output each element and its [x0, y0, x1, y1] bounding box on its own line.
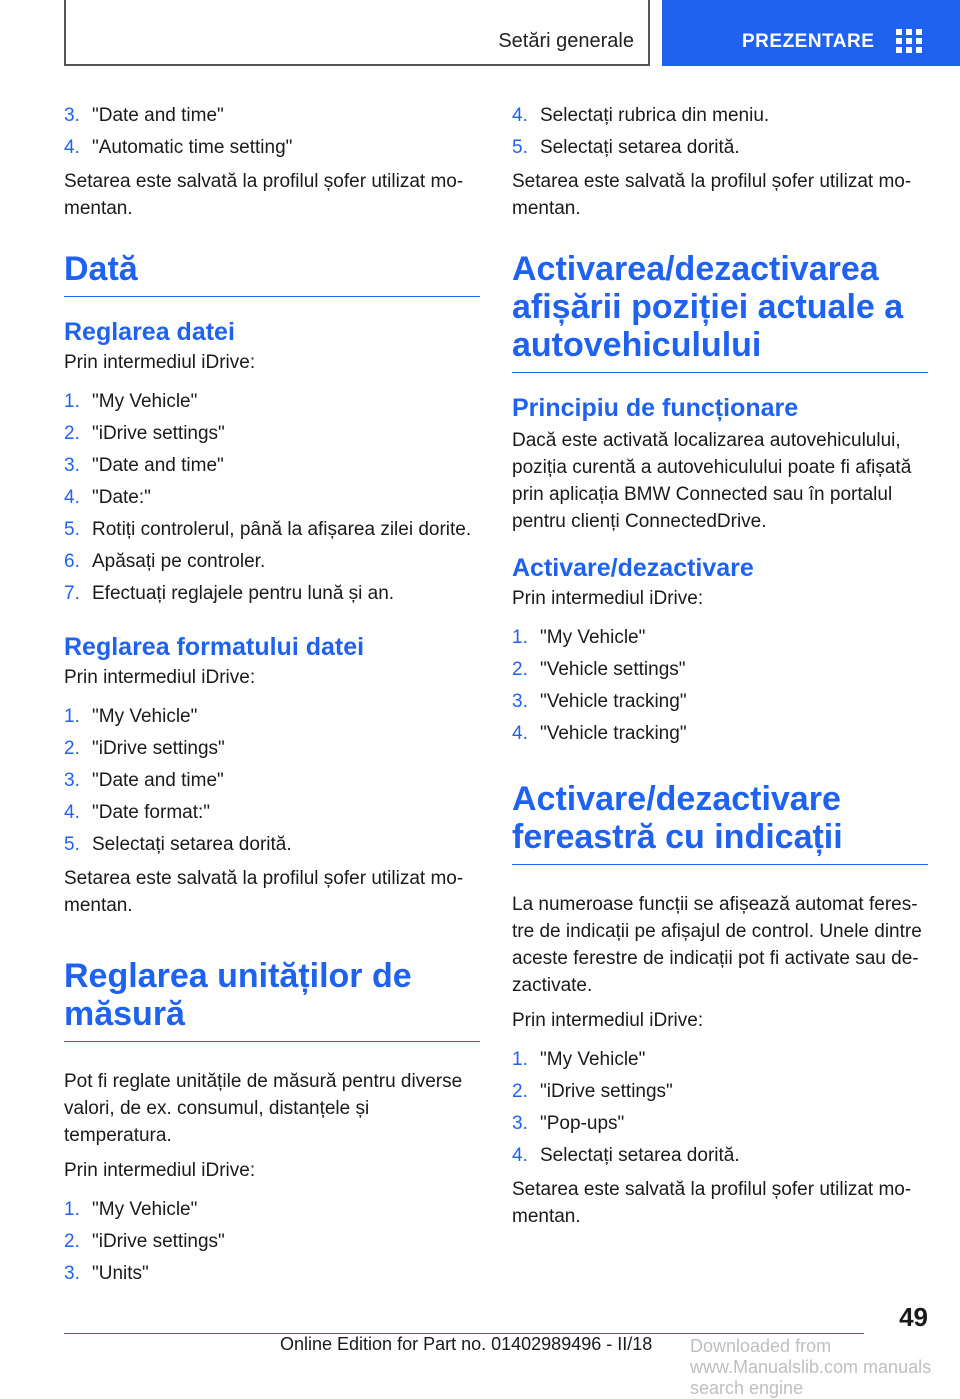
- popup-description: La numeroase funcții se afișează automat feres-tre de indicații pe afișajul de control. Unele dintre aceste ferestre de indicații pot fi activate sau de-zactivate.: [512, 894, 922, 996]
- step-text: "Date and time": [92, 455, 224, 476]
- step-number: 2.: [64, 738, 80, 759]
- step-number: 3.: [64, 455, 80, 476]
- list-item: [64, 733, 480, 765]
- step-text: Rotiți controlerul, până la afișarea zilei dorite.: [92, 519, 472, 540]
- step-number: 5.: [64, 519, 80, 540]
- heading-principle: Principiu de funcționare: [512, 394, 799, 422]
- list-item: [512, 718, 928, 750]
- heading-date-format: Reglarea formatului datei: [64, 633, 365, 661]
- principle-description: Dacă este activată localizarea autovehiculului, poziția curentă a autovehiculului poate fi afișată prin aplicația BMW Connected sau în portalul pentru clienți ConnectedDrive.: [512, 430, 912, 532]
- step-list-top: [64, 100, 480, 164]
- list-item: [64, 482, 480, 514]
- step-number: 6.: [64, 551, 80, 572]
- list-item: [512, 654, 928, 686]
- heading-units: Reglarea unităților de măsură: [64, 957, 480, 1042]
- step-number: 4.: [512, 723, 528, 744]
- step-text: "iDrive settings": [92, 423, 225, 444]
- intro-text: Prin intermediul iDrive:: [64, 667, 256, 688]
- list-item: [64, 546, 480, 578]
- step-number: 2.: [512, 1081, 528, 1102]
- step-text: "Vehicle tracking": [540, 723, 687, 744]
- step-text: "My Vehicle": [540, 1049, 646, 1070]
- step-list-format: [64, 701, 480, 861]
- step-number: 7.: [64, 583, 80, 604]
- step-text: "My Vehicle": [92, 706, 198, 727]
- step-number: 4.: [64, 137, 80, 158]
- step-text: "Vehicle settings": [540, 659, 686, 680]
- step-number: 4.: [512, 1145, 528, 1166]
- step-number: 2.: [64, 423, 80, 444]
- right-column: [512, 100, 928, 1238]
- step-text: "Pop-ups": [540, 1113, 625, 1134]
- step-text: "Vehicle tracking": [540, 691, 687, 712]
- step-number: 5.: [512, 137, 528, 158]
- list-item: [64, 829, 480, 861]
- heading-date: Dată: [64, 250, 480, 297]
- step-number: 4.: [64, 802, 80, 823]
- intro-text: Prin intermediul iDrive:: [512, 1010, 704, 1031]
- list-item: [64, 1226, 480, 1258]
- units-description: Pot fi reglate unitățile de măsură pentru diverse valori, de ex. consumul, distanțele și temperatura.: [64, 1071, 463, 1146]
- list-item: [512, 1108, 928, 1140]
- list-item: [512, 686, 928, 718]
- section-tab: [64, 0, 650, 66]
- intro-text: Prin intermediul iDrive:: [64, 352, 256, 373]
- list-item: [512, 1076, 928, 1108]
- step-text: Selectați setarea dorită.: [92, 834, 292, 855]
- intro-text: Prin intermediul iDrive:: [512, 588, 704, 609]
- step-number: 1.: [64, 706, 80, 727]
- step-text: "My Vehicle": [92, 1199, 198, 1220]
- saved-note: Setarea este salvată la profilul șofer utilizat mo-mentan.: [64, 171, 464, 219]
- step-text: "My Vehicle": [540, 627, 646, 648]
- step-text: "Date and time": [92, 105, 224, 126]
- step-number: 3.: [64, 1263, 80, 1284]
- list-item: [512, 100, 928, 132]
- saved-note: Setarea este salvată la profilul șofer utilizat mo-mentan.: [512, 171, 912, 219]
- step-number: 3.: [64, 770, 80, 791]
- step-text: "iDrive settings": [92, 738, 225, 759]
- step-text: "iDrive settings": [92, 1231, 225, 1252]
- heading-set-date: Reglarea datei: [64, 318, 235, 346]
- step-text: "Automatic time setting": [92, 137, 293, 158]
- step-list-popups: [512, 1044, 928, 1172]
- step-text: "Date:": [92, 487, 151, 508]
- step-number: 4.: [64, 487, 80, 508]
- step-text: Apăsați pe controler.: [92, 551, 266, 572]
- step-text: "Date format:": [92, 802, 211, 823]
- left-column: [64, 100, 480, 1290]
- list-item: [64, 701, 480, 733]
- list-item: [64, 100, 480, 132]
- list-item: [512, 1140, 928, 1172]
- step-list-tracking: [512, 622, 928, 750]
- step-number: 4.: [512, 105, 528, 126]
- step-text: Selectați setarea dorită.: [540, 1145, 740, 1166]
- step-text: "iDrive settings": [540, 1081, 673, 1102]
- step-number: 1.: [64, 1199, 80, 1220]
- list-item: [64, 1194, 480, 1226]
- step-text: "Units": [92, 1263, 149, 1284]
- heading-popups: Activare/dezactivare fereastră cu indicații: [512, 780, 928, 865]
- step-number: 3.: [512, 691, 528, 712]
- list-item: [64, 514, 480, 546]
- chapter-tab[interactable]: [662, 0, 960, 66]
- step-text: Selectați rubrica din meniu.: [540, 105, 770, 126]
- list-item: [64, 578, 480, 610]
- step-number: 1.: [512, 1049, 528, 1070]
- intro-text: Prin intermediul iDrive:: [64, 1160, 256, 1181]
- step-number: 2.: [512, 659, 528, 680]
- list-item: [512, 1044, 928, 1076]
- page-number: 49: [899, 1302, 928, 1332]
- page-header: [0, 0, 960, 66]
- list-item: [64, 132, 480, 164]
- list-item: [64, 765, 480, 797]
- list-item: [512, 622, 928, 654]
- list-item: [64, 797, 480, 829]
- list-item: [64, 450, 480, 482]
- step-number: 3.: [512, 1113, 528, 1134]
- saved-note: Setarea este salvată la profilul șofer utilizat mo-mentan.: [512, 1179, 912, 1227]
- heading-vehicle-position: Activarea/dezactivarea afișării poziției actuale a autovehiculului: [512, 250, 928, 373]
- step-number: 3.: [64, 105, 80, 126]
- step-text: Efectuați reglajele pentru lună și an.: [92, 583, 395, 604]
- step-list-top: [512, 100, 928, 164]
- grid-menu-icon: [896, 29, 922, 53]
- list-item: [64, 1258, 480, 1290]
- step-text: Selectați setarea dorită.: [540, 137, 740, 158]
- step-number: 1.: [64, 391, 80, 412]
- list-item: [64, 386, 480, 418]
- saved-note: Setarea este salvată la profilul șofer utilizat mo-mentan.: [64, 868, 464, 916]
- step-text: "Date and time": [92, 770, 224, 791]
- heading-activate: Activare/dezactivare: [512, 554, 754, 582]
- list-item: [64, 418, 480, 450]
- section-title: Setări generale: [498, 30, 634, 52]
- step-number: 2.: [64, 1231, 80, 1252]
- watermark-text: Downloaded from www.Manualslib.com manuals search engine: [690, 1336, 932, 1398]
- chapter-title: PREZENTARE: [742, 31, 875, 52]
- step-list-units: [64, 1194, 480, 1290]
- edition-text: Online Edition for Part no. 01402989496 - II/18: [280, 1334, 653, 1354]
- step-text: "My Vehicle": [92, 391, 198, 412]
- step-list-date: [64, 386, 480, 610]
- list-item: [512, 132, 928, 164]
- step-number: 5.: [64, 834, 80, 855]
- step-number: 1.: [512, 627, 528, 648]
